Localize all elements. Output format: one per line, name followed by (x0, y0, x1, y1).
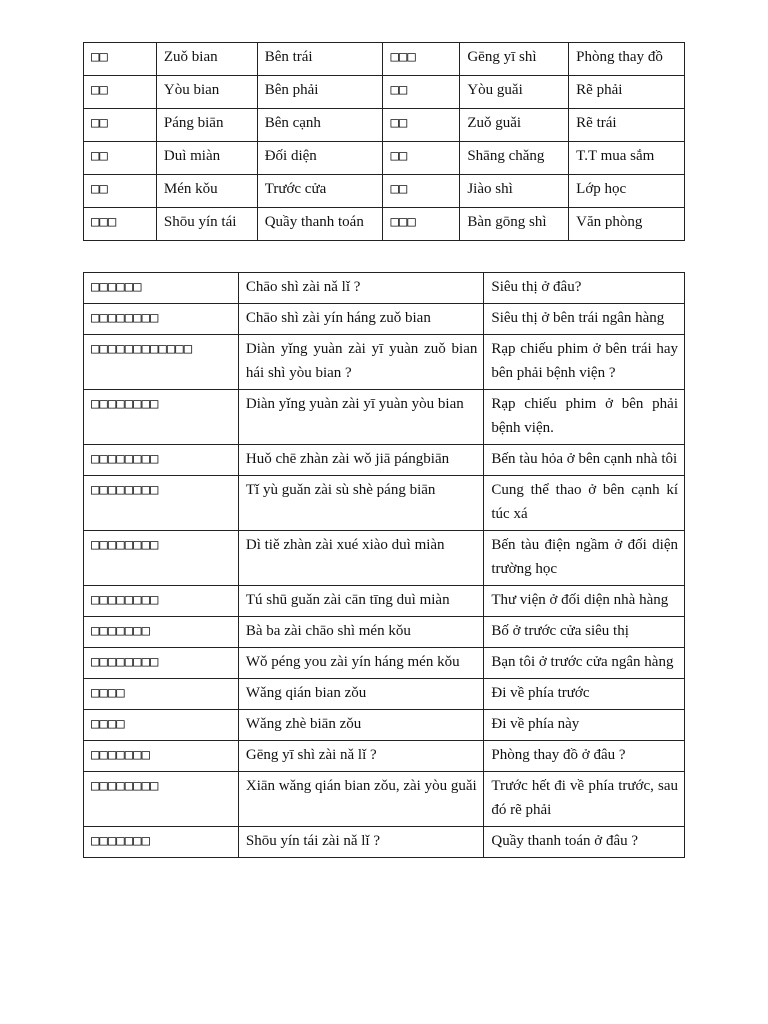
vocab-cell-pinyin: Shāng chǎng (460, 142, 569, 175)
phrase-cell-vietnamese-sentence: Bến tàu điện ngầm ở đối diện trường học (484, 531, 685, 586)
phrase-row (84, 476, 685, 531)
phrase-cell-chinese-sentence: □□□□□□□□ (84, 531, 239, 586)
phrase-cell-vietnamese-sentence: Phòng thay đồ ở đâu ? (484, 741, 685, 772)
vocab-row (84, 76, 685, 109)
vocab-cell-chinese-word: □□ (84, 76, 157, 109)
phrase-cell-chinese-sentence: □□□□□□□□ (84, 586, 239, 617)
vocab-cell-pinyin: Shōu yín tái (156, 208, 257, 241)
vocab-cell-pinyin: Duì miàn (156, 142, 257, 175)
phrase-row (84, 827, 685, 858)
phrase-row (84, 710, 685, 741)
vocab-cell-chinese-word: □□ (383, 142, 460, 175)
phrase-cell-chinese-sentence: □□□□□□□□ (84, 390, 239, 445)
vocab-cell-pinyin: Yòu bian (156, 76, 257, 109)
vocab-row (84, 175, 685, 208)
phrase-cell-chinese-sentence: □□□□□□□□ (84, 445, 239, 476)
phrase-cell-vietnamese-sentence: Đi về phía trước (484, 679, 685, 710)
vocab-cell-chinese-word: □□ (84, 109, 157, 142)
vocab-cell-vietnamese-meaning: T.T mua sắm (569, 142, 685, 175)
phrase-cell-pinyin-sentence: Gēng yī shì zài nǎ lǐ ? (238, 741, 484, 772)
vocab-cell-pinyin: Páng biān (156, 109, 257, 142)
phrase-cell-vietnamese-sentence: Rạp chiếu phim ở bên phải bệnh viện. (484, 390, 685, 445)
vocab-cell-chinese-word: □□ (383, 76, 460, 109)
phrase-cell-vietnamese-sentence: Rạp chiếu phim ở bên trái hay bên phải bệnh viện ? (484, 335, 685, 390)
phrase-row (84, 304, 685, 335)
phrase-cell-chinese-sentence: □□□□□□□ (84, 827, 239, 858)
vocab-cell-chinese-word: □□ (383, 175, 460, 208)
phrase-row (84, 335, 685, 390)
phrase-cell-pinyin-sentence: Bà ba zài chāo shì mén kǒu (238, 617, 484, 648)
vocab-cell-pinyin: Bàn gōng shì (460, 208, 569, 241)
phrase-cell-pinyin-sentence: Wǎng qián bian zǒu (238, 679, 484, 710)
vocab-cell-pinyin: Mén kǒu (156, 175, 257, 208)
phrase-row (84, 445, 685, 476)
phrase-cell-pinyin-sentence: Tǐ yù guǎn zài sù shè páng biān (238, 476, 484, 531)
vocab-cell-pinyin: Yòu guǎi (460, 76, 569, 109)
vocab-cell-chinese-word: □□□ (383, 43, 460, 76)
vocab-cell-vietnamese-meaning: Lớp học (569, 175, 685, 208)
phrase-row (84, 648, 685, 679)
phrase-cell-pinyin-sentence: Wǎng zhè biān zǒu (238, 710, 484, 741)
phrase-cell-chinese-sentence: □□□□□□□ (84, 741, 239, 772)
phrase-cell-chinese-sentence: □□□□□□□ (84, 617, 239, 648)
vocab-cell-chinese-word: □□ (84, 43, 157, 76)
phrase-cell-chinese-sentence: □□□□□□□□ (84, 648, 239, 679)
phrase-cell-pinyin-sentence: Dì tiě zhàn zài xué xiào duì miàn (238, 531, 484, 586)
vocab-cell-chinese-word: □□□ (383, 208, 460, 241)
phrase-cell-vietnamese-sentence: Bến tàu hỏa ở bên cạnh nhà tôi (484, 445, 685, 476)
phrase-row (84, 531, 685, 586)
phrase-cell-pinyin-sentence: Shōu yín tái zài nǎ lǐ ? (238, 827, 484, 858)
phrase-cell-pinyin-sentence: Xiān wǎng qián bian zǒu, zài yòu guǎi (238, 772, 484, 827)
vocab-cell-pinyin: Zuǒ guǎi (460, 109, 569, 142)
phrases-table (83, 272, 685, 858)
phrase-cell-chinese-sentence: □□□□□□□□ (84, 772, 239, 827)
phrase-row (84, 772, 685, 827)
phrase-cell-vietnamese-sentence: Quầy thanh toán ở đâu ? (484, 827, 685, 858)
vocab-cell-vietnamese-meaning: Đối diện (257, 142, 383, 175)
vocab-row (84, 142, 685, 175)
phrase-cell-pinyin-sentence: Huǒ chē zhàn zài wǒ jiā pángbiān (238, 445, 484, 476)
vocab-cell-vietnamese-meaning: Bên cạnh (257, 109, 383, 142)
phrase-cell-chinese-sentence: □□□□□□□□ (84, 304, 239, 335)
vocab-cell-chinese-word: □□ (84, 175, 157, 208)
phrase-cell-vietnamese-sentence: Bạn tôi ở trước cửa ngân hàng (484, 648, 685, 679)
phrase-row (84, 273, 685, 304)
vocab-cell-chinese-word: □□ (383, 109, 460, 142)
phrase-cell-chinese-sentence: □□□□ (84, 710, 239, 741)
phrase-cell-pinyin-sentence: Wǒ péng you zài yín háng mén kǒu (238, 648, 484, 679)
phrase-row (84, 741, 685, 772)
vocab-cell-pinyin: Jiào shì (460, 175, 569, 208)
vocab-cell-vietnamese-meaning: Rẽ trái (569, 109, 685, 142)
phrase-row (84, 586, 685, 617)
vocab-cell-vietnamese-meaning: Phòng thay đồ (569, 43, 685, 76)
vocab-row (84, 109, 685, 142)
vocab-cell-pinyin: Gēng yī shì (460, 43, 569, 76)
phrase-cell-vietnamese-sentence: Cung thể thao ở bên cạnh kí túc xá (484, 476, 685, 531)
vocab-cell-pinyin: Zuǒ bian (156, 43, 257, 76)
phrase-row (84, 679, 685, 710)
phrase-cell-vietnamese-sentence: Trước hết đi về phía trước, sau đó rẽ phải (484, 772, 685, 827)
phrase-row (84, 390, 685, 445)
phrase-row (84, 617, 685, 648)
vocabulary-table-body (84, 43, 685, 241)
phrase-cell-vietnamese-sentence: Đi về phía này (484, 710, 685, 741)
vocab-cell-vietnamese-meaning: Rẽ phải (569, 76, 685, 109)
phrases-table-body (84, 273, 685, 858)
vocab-cell-vietnamese-meaning: Bên trái (257, 43, 383, 76)
phrase-cell-vietnamese-sentence: Siêu thị ở bên trái ngân hàng (484, 304, 685, 335)
phrase-cell-chinese-sentence: □□□□□□□□ (84, 476, 239, 531)
phrase-cell-vietnamese-sentence: Bố ở trước cửa siêu thị (484, 617, 685, 648)
phrase-cell-vietnamese-sentence: Thư viện ở đối diện nhà hàng (484, 586, 685, 617)
vocab-cell-chinese-word: □□□ (84, 208, 157, 241)
phrase-cell-vietnamese-sentence: Siêu thị ở đâu? (484, 273, 685, 304)
vocab-row (84, 43, 685, 76)
vocabulary-table (83, 42, 685, 241)
phrase-cell-pinyin-sentence: Diàn yǐng yuàn zài yī yuàn yòu bian (238, 390, 484, 445)
phrase-cell-pinyin-sentence: Tú shū guǎn zài cān tīng duì miàn (238, 586, 484, 617)
phrase-cell-pinyin-sentence: Diàn yǐng yuàn zài yī yuàn zuǒ bian hái shì yòu bian ? (238, 335, 484, 390)
phrase-cell-pinyin-sentence: Chāo shì zài nǎ lǐ ? (238, 273, 484, 304)
phrase-cell-chinese-sentence: □□□□ (84, 679, 239, 710)
vocab-cell-vietnamese-meaning: Bên phải (257, 76, 383, 109)
phrase-cell-pinyin-sentence: Chāo shì zài yín háng zuǒ bian (238, 304, 484, 335)
vocab-cell-vietnamese-meaning: Quầy thanh toán (257, 208, 383, 241)
vocab-row (84, 208, 685, 241)
phrase-cell-chinese-sentence: □□□□□□□□□□□□ (84, 335, 239, 390)
phrase-cell-chinese-sentence: □□□□□□ (84, 273, 239, 304)
vocab-cell-chinese-word: □□ (84, 142, 157, 175)
vocab-cell-vietnamese-meaning: Trước cửa (257, 175, 383, 208)
vocab-cell-vietnamese-meaning: Văn phòng (569, 208, 685, 241)
